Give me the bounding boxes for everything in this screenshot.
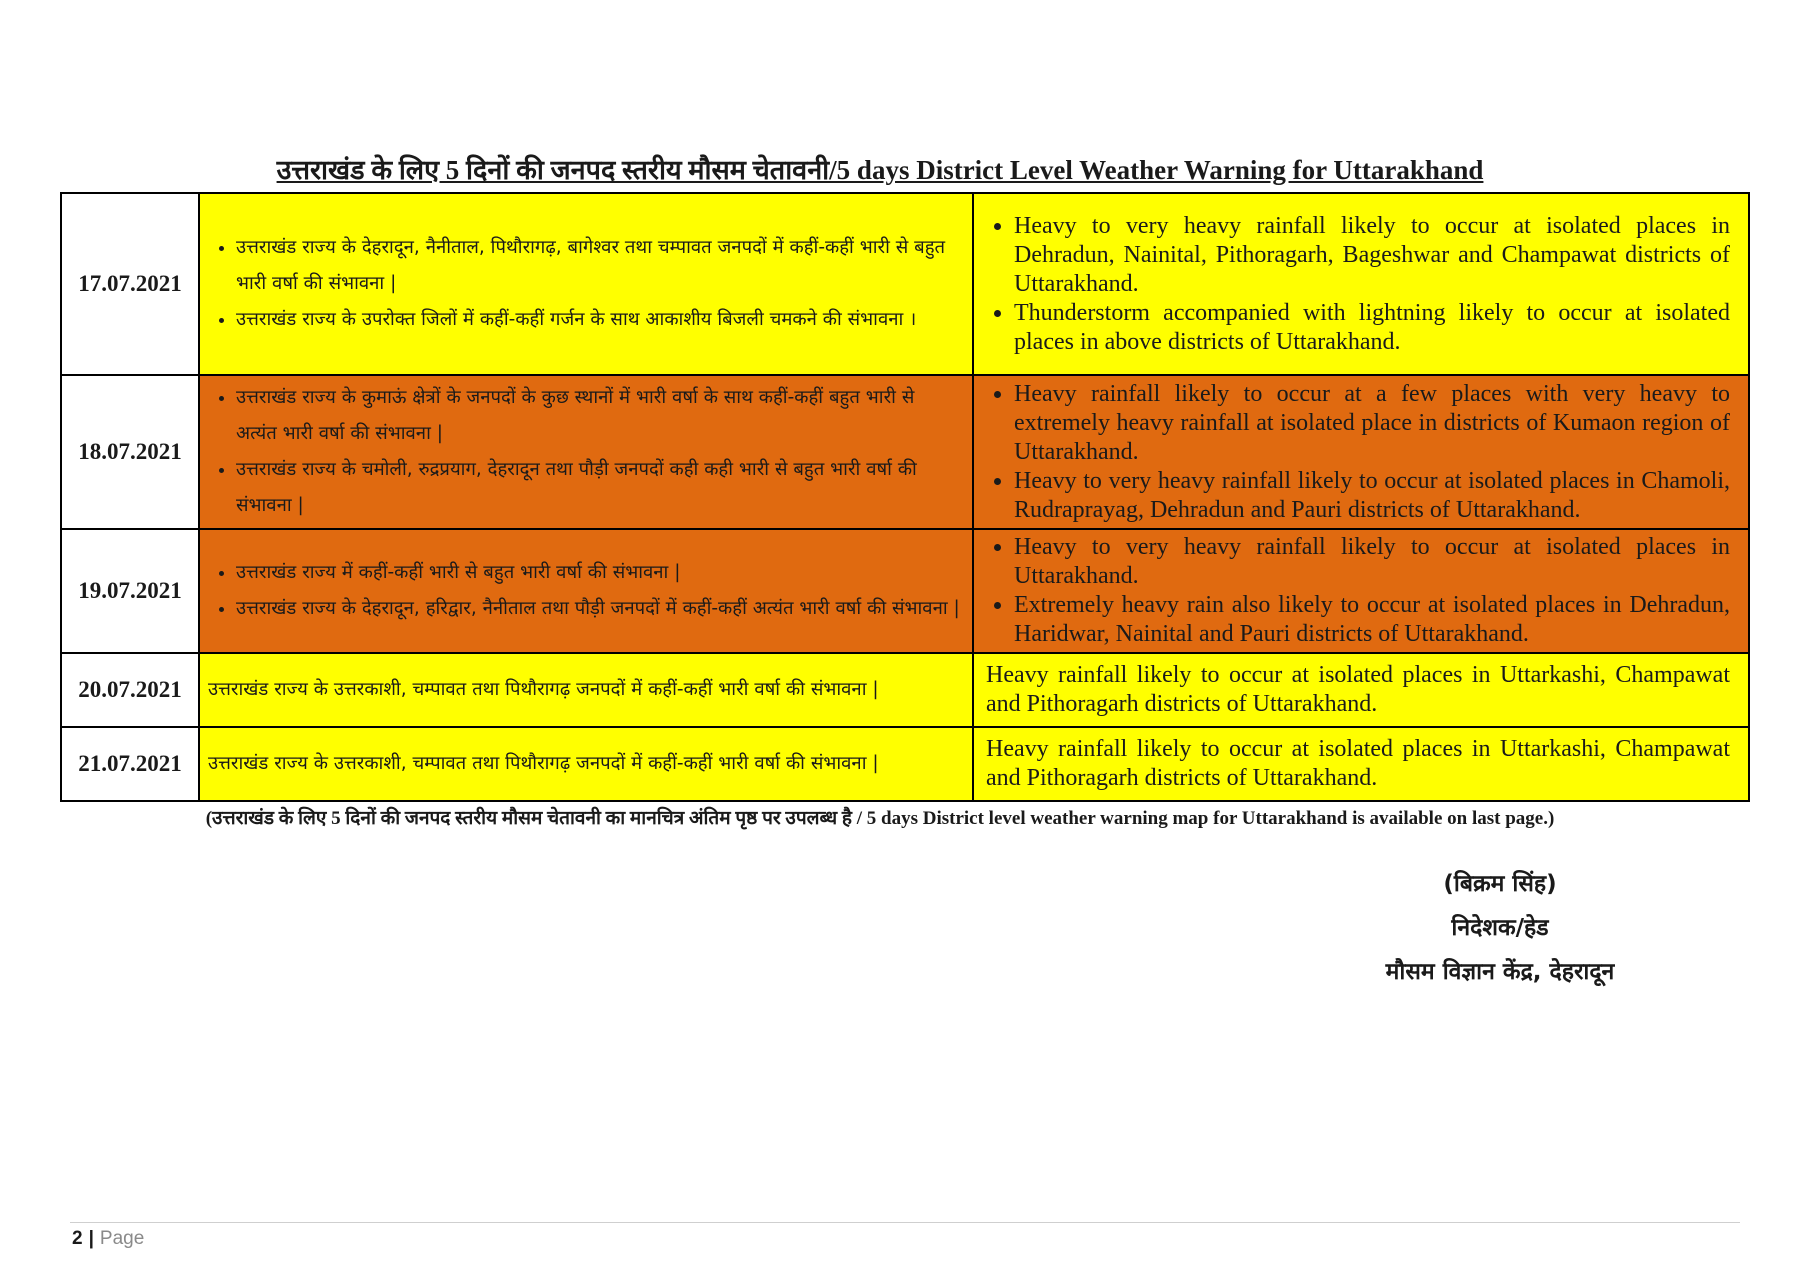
hindi-warning-item: • उत्तराखंड राज्य के कुमाऊं क्षेत्रों के जनपदों के कुछ स्थानों में भारी वर्षा के साथ कहीं-कहीं बहुत भारी से अत्यंत भारी वर्षा की संभावना | — [236, 380, 960, 452]
warning-table — [60, 192, 1750, 802]
table-row — [61, 193, 1749, 375]
hindi-warning-item: • उत्तराखंड राज्य के देहरादून, नैनीताल, पिथौरागढ़, बागेश्वर तथा चम्पावत जनपदों में कहीं-कहीं भारी से बहुत भारी वर्षा की संभावना | — [236, 230, 960, 302]
table-row — [61, 529, 1749, 653]
row-date: 19.07.2021 — [61, 529, 199, 653]
hindi-warning-item: • उत्तराखंड राज्य में कहीं-कहीं भारी से बहुत भारी वर्षा की संभावना | — [236, 555, 960, 591]
hindi-warning-item: • उत्तराखंड राज्य के चमोली, रुद्रप्रयाग, देहरादून तथा पौड़ी जनपदों कही कही भारी से बहुत भारी वर्षा की संभावना | — [236, 452, 960, 524]
english-warning-item: • Extremely heavy rain also likely to occur at isolated places in Dehradun, Haridwar, Nainital and Pauri districts of Uttarakhand. — [1014, 591, 1730, 649]
page-number: 2 — [72, 1228, 83, 1249]
english-warning-cell: Heavy rainfall likely to occur at isolated places in Uttarkashi, Champawat and Pithoragarh districts of Uttarakhand. — [973, 653, 1749, 727]
signatory-name: (बिक्रम सिंह) — [1443, 871, 1557, 897]
english-warning-item: • Heavy to very heavy rainfall likely to occur at isolated places in Uttarakhand. — [1014, 533, 1730, 591]
hindi-warning-cell — [199, 529, 973, 653]
english-warning-cell: Heavy rainfall likely to occur at isolated places in Uttarkashi, Champawat and Pithoragarh districts of Uttarakhand. — [973, 727, 1749, 801]
footer-separator: | — [88, 1228, 94, 1249]
page-title: उत्तराखंड के लिए 5 दिनों की जनपद स्तरीय मौसम चेतावनी/5 days District Level Weather Warning for Uttarakhand — [276, 155, 1484, 185]
english-warning-item: • Heavy to very heavy rainfall likely to occur at isolated places in Dehradun, Nainital, Pithoragarh, Bageshwar and Champawat districts of Uttarakhand. — [1014, 212, 1730, 299]
table-row — [61, 375, 1749, 529]
page-footer — [72, 1228, 144, 1250]
map-availability-note: (उत्तराखंड के लिए 5 दिनों की जनपद स्तरीय मौसम चेतावनी का मानचित्र अंतिम पृष्ठ पर उपलब्ध है / 5 days District level weather warning map for Uttarakhand is available on last page.) — [205, 808, 1555, 829]
table-row — [61, 727, 1749, 801]
english-warning-cell — [973, 529, 1749, 653]
table-row — [61, 653, 1749, 727]
hindi-warning-item: • उत्तराखंड राज्य के देहरादून, हरिद्वार, नैनीताल तथा पौड़ी जनपदों में कहीं-कहीं अत्यंत भारी वर्षा की संभावना | — [236, 591, 960, 627]
english-warning-item: • Heavy to very heavy rainfall likely to occur at isolated places in Chamoli, Rudraprayag, Dehradun and Pauri districts of Uttarakhand. — [1014, 467, 1730, 525]
hindi-warning-cell — [199, 193, 973, 375]
english-warning-cell — [973, 375, 1749, 529]
row-date: 21.07.2021 — [61, 727, 199, 801]
hindi-warning-cell — [199, 375, 973, 529]
english-warning-item: • Thunderstorm accompanied with lightning likely to occur at isolated places in above districts of Uttarakhand. — [1014, 299, 1730, 357]
english-warning-cell — [973, 193, 1749, 375]
english-warning-item: • Heavy rainfall likely to occur at a few places with very heavy to extremely heavy rainfall at isolated place in districts of Kumaon region of Uttarakhand. — [1014, 380, 1730, 467]
hindi-warning-item: • उत्तराखंड राज्य के उपरोक्त जिलों में कहीं-कहीं गर्जन के साथ आकाशीय बिजली चमकने की संभावना । — [236, 302, 960, 338]
row-date: 18.07.2021 — [61, 375, 199, 529]
signatory-office: मौसम विज्ञान केंद्र, देहरादून — [1385, 959, 1615, 985]
hindi-warning-cell: उत्तराखंड राज्य के उत्तरकाशी, चम्पावत तथा पिथौरागढ़ जनपदों में कहीं-कहीं भारी वर्षा की संभावना | — [199, 653, 973, 727]
row-date: 17.07.2021 — [61, 193, 199, 375]
row-date: 20.07.2021 — [61, 653, 199, 727]
signature-block — [1320, 862, 1680, 994]
signatory-designation: निदेशक/हेड — [1451, 915, 1549, 941]
hindi-warning-cell: उत्तराखंड राज्य के उत्तरकाशी, चम्पावत तथा पिथौरागढ़ जनपदों में कहीं-कहीं भारी वर्षा की संभावना | — [199, 727, 973, 801]
page-label: Page — [99, 1228, 145, 1249]
footer-divider — [70, 1222, 1740, 1223]
